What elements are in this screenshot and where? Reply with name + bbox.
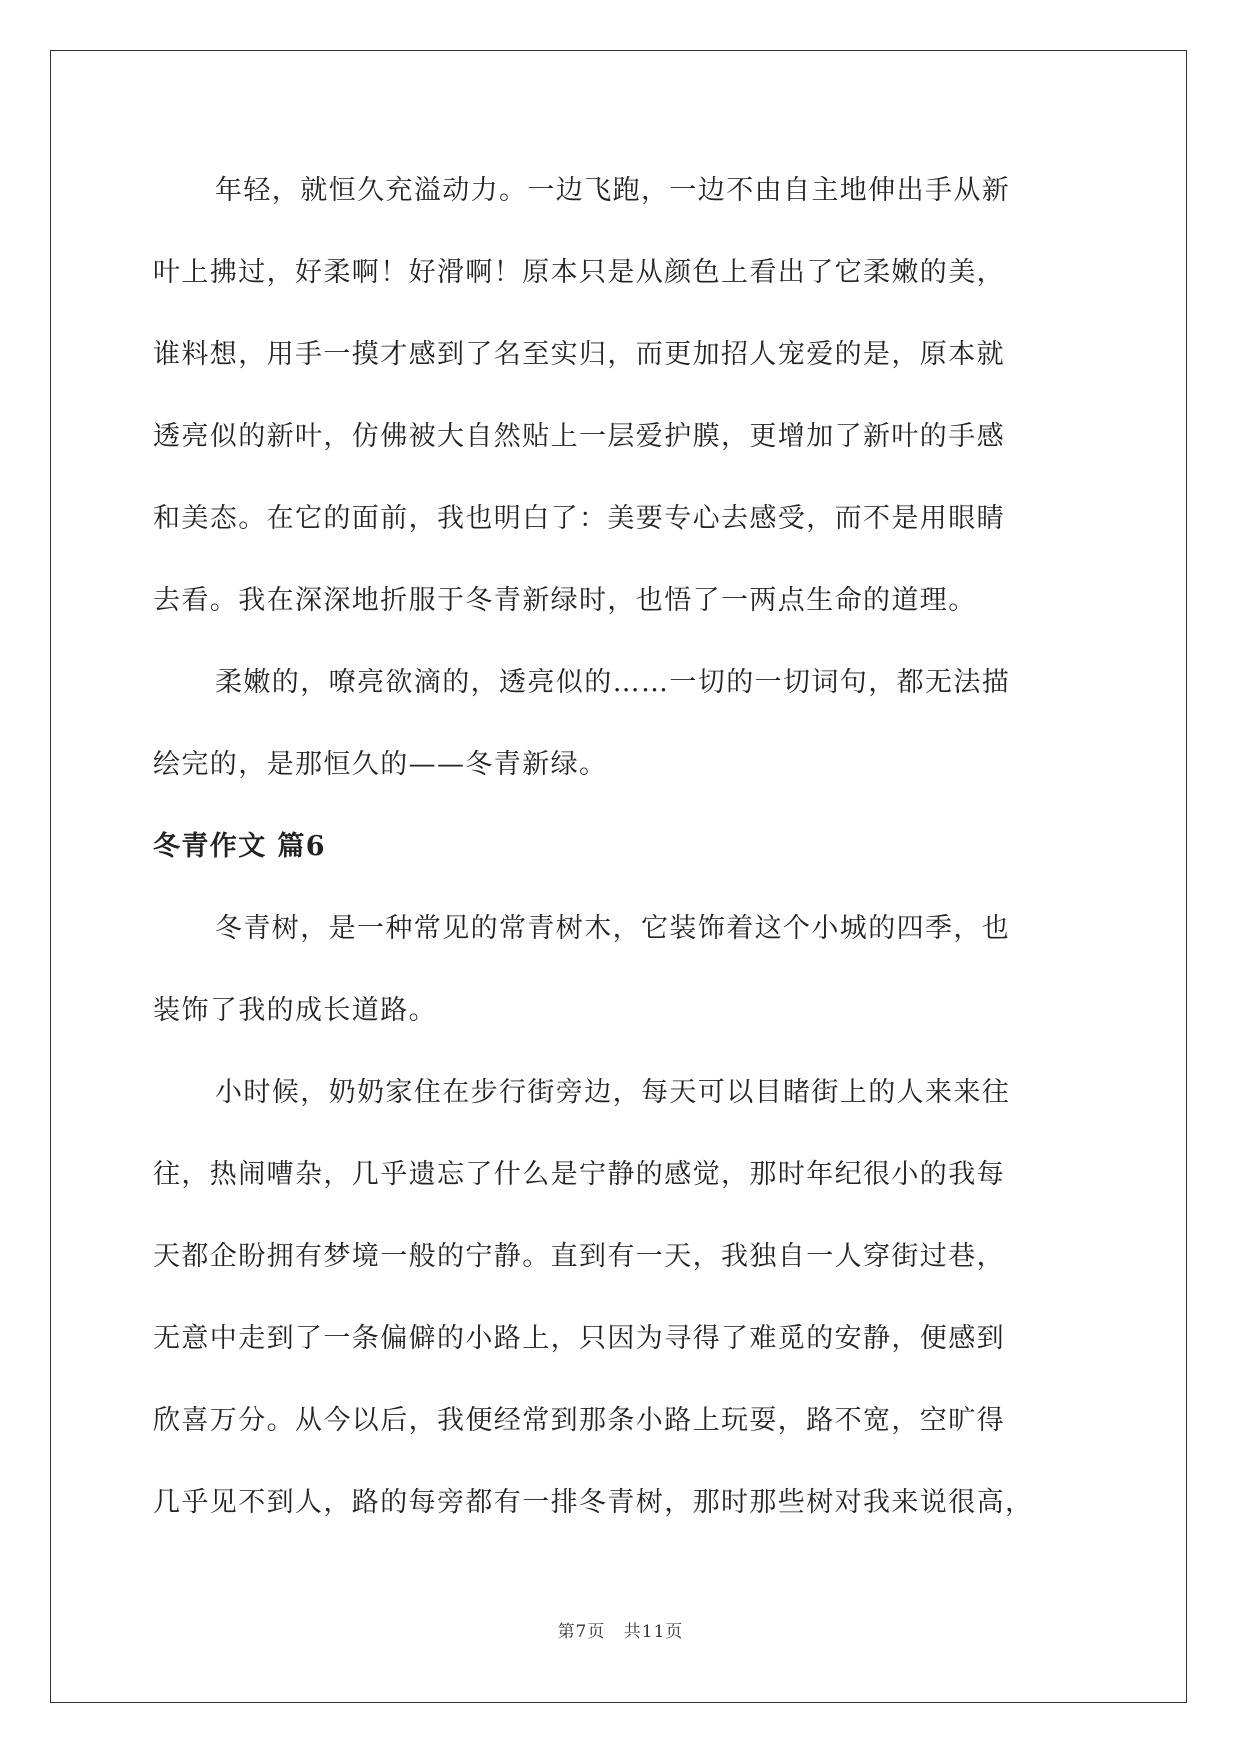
- page-number: 第7页: [557, 1622, 606, 1642]
- text-line: 年轻，就恒久充溢动力。一边飞跑，一边不由自主地伸出手从新: [215, 175, 1011, 206]
- section-heading: 冬青作文 篇6: [153, 831, 326, 862]
- text-line: 叶上拂过，好柔啊！好滑啊！原本只是从颜色上看出了它柔嫩的美，: [153, 257, 1005, 288]
- text-line: 装饰了我的成长道路。: [153, 995, 437, 1026]
- document-body: [153, 150, 1088, 1544]
- paragraph: [153, 888, 1088, 1052]
- page-footer: [0, 1617, 1241, 1642]
- text-line: 小时候，奶奶家住在步行街旁边，每天可以目睹街上的人来来往: [215, 1077, 1011, 1108]
- text-line: 谁料想，用手一摸才感到了名至实归，而更加招人宠爱的是，原本就: [153, 339, 1005, 370]
- text-line: 去看。我在深深地折服于冬青新绿时，也悟了一两点生命的道理。: [153, 585, 977, 616]
- text-line: 柔嫩的，嘹亮欲滴的，透亮似的……一切的一切词句，都无法描: [215, 667, 1011, 698]
- text-line: 几乎见不到人，路的每旁都有一排冬青树，那时那些树对我来说很高，: [153, 1487, 1034, 1518]
- text-line: 绘完的，是那恒久的——冬青新绿。: [153, 749, 608, 780]
- text-line: 无意中走到了一条偏僻的小路上，只因为寻得了难觅的安静，便感到: [153, 1323, 1005, 1354]
- page-total: 共11页: [623, 1622, 684, 1642]
- paragraph: [153, 642, 1088, 806]
- text-line: 往，热闹嘈杂，几乎遗忘了什么是宁静的感觉，那时年纪很小的我每: [153, 1159, 1005, 1190]
- text-line: 欣喜万分。从今以后，我便经常到那条小路上玩耍，路不宽，空旷得: [153, 1405, 1005, 1436]
- text-line: 透亮似的新叶，仿佛被大自然贴上一层爱护膜，更增加了新叶的手感: [153, 421, 1005, 452]
- paragraph: [153, 150, 1088, 642]
- text-line: 天都企盼拥有梦境一般的宁静。直到有一天，我独自一人穿街过巷，: [153, 1241, 1005, 1272]
- text-line: 冬青树，是一种常见的常青树木，它装饰着这个小城的四季，也: [215, 913, 1011, 944]
- text-line: 和美态。在它的面前，我也明白了：美要专心去感受，而不是用眼睛: [153, 503, 1005, 534]
- paragraph: [153, 1052, 1088, 1544]
